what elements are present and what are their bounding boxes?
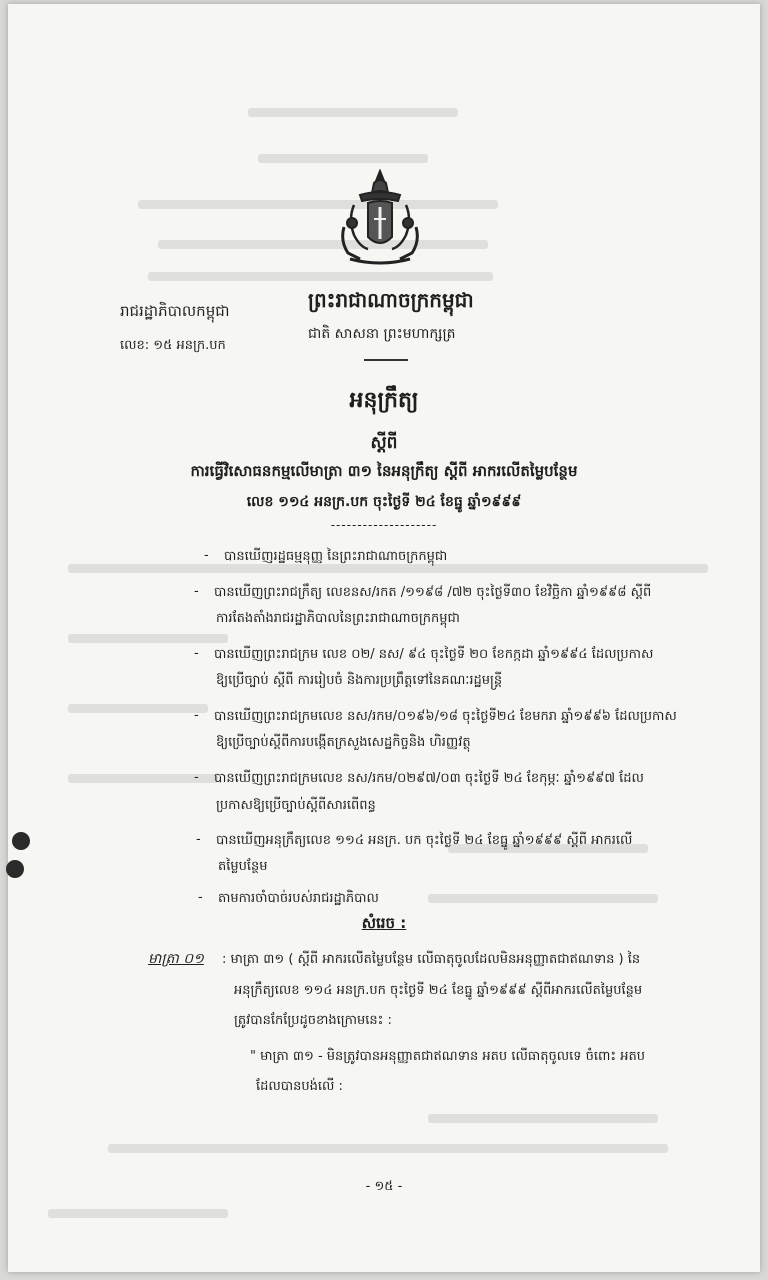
reference-item-6: បានឃើញអនុក្រឹត្យលេខ ១១៤ អនក្រ. បក ចុះថ្ងៃទី ២៤ ខែធ្នូ ឆ្នាំ១៩៩៩ ស្ដីពី អាករលើ xyxy=(216,833,633,848)
show-through-text xyxy=(138,200,498,209)
reference-item-5: បានឃើញព្រះរាជក្រមលេខ នស/រកម/០២៩៧/០៣ ចុះថ្ងៃទី ២៤ ខែកុម្ភៈ ឆ្នាំ១៩៩៧ ដែល xyxy=(214,771,644,786)
article-text-line-2: អនុក្រឹត្យលេខ ១១៤ អនក្រ.បក ចុះថ្ងៃទី ២៤ ខែធ្នូ ឆ្នាំ១៩៩៩ ស្ដីពីអាករលើតម្លៃបន្ថែម xyxy=(234,983,643,998)
document-subject: ការធ្វើវិសោធនកម្មលើមាត្រា ៣១ នៃអនុក្រឹត្យ ស្ដីពី អាករលើតម្លៃបន្ថែម xyxy=(190,462,578,480)
reference-item-4: បានឃើញព្រះរាជក្រមលេខ នស/រកម/០១៩៦/១៨ ចុះថ្ងៃទី២៤ ខែមករា ឆ្នាំ១៩៩៦ ដែលប្រកាស xyxy=(214,709,677,724)
reference-bullet: - xyxy=(204,548,209,563)
title-divider: -------------------- xyxy=(330,518,438,532)
reference-item-2: បានឃើញព្រះរាជក្រឹត្យ លេខនស/រកត /១១៩៨ /៧២ ចុះថ្ងៃទី៣០ ខែវិច្ឆិកា ឆ្នាំ១៩៩៨ ស្ដីពី xyxy=(214,585,652,600)
show-through-text xyxy=(48,1209,228,1218)
reference-bullet: - xyxy=(194,708,199,723)
page-number: - ១៥ - xyxy=(365,1179,403,1194)
document-number: លេខ: ១៥ អនក្រ.បក xyxy=(120,338,226,353)
kingdom-heading: ព្រះរាជាណាចក្រកម្ពុជា xyxy=(308,288,474,312)
reference-item-4-cont: ឱ្យប្រើច្បាប់ស្ដីពីការបង្កើតក្រសួងសេដ្ឋកិច្ចនិង ហិរញ្ញវត្ថុ xyxy=(216,735,471,750)
show-through-text xyxy=(258,154,428,163)
amended-article-line-2: ដែលបានបង់លើ : xyxy=(256,1079,343,1094)
reference-item-7: តាមការចាំបាច់របស់រាជរដ្ឋាភិបាល xyxy=(218,891,379,906)
reference-bullet: - xyxy=(194,584,199,599)
show-through-text xyxy=(248,108,458,117)
reference-bullet: - xyxy=(196,832,201,847)
show-through-text xyxy=(108,1144,668,1153)
show-through-text xyxy=(428,894,658,903)
reference-item-3: បានឃើញព្រះរាជក្រម លេខ ០២/ នស/ ៩៤ ចុះថ្ងៃទី ២០ ខែកក្កដា ឆ្នាំ១៩៩៤ ដែលប្រកាស xyxy=(214,647,654,662)
punch-hole xyxy=(6,860,24,878)
article-text-line-1: : មាត្រា ៣១ ( ស្ដីពី អាករលើតម្លៃបន្ថែម លើធាតុចូលដែលមិនអនុញ្ញាតជាឥណទាន ) នៃ xyxy=(222,952,641,967)
reference-bullet: - xyxy=(194,646,199,661)
article-text-line-3: ត្រូវបានកែប្រែដូចខាងក្រោមនេះ : xyxy=(234,1013,392,1028)
show-through-text xyxy=(68,704,208,713)
reference-item-3-cont: ឱ្យប្រើច្បាប់ ស្ដីពី ការរៀបចំ និងការប្រព្រឹត្តទៅនៃគណៈរដ្ឋមន្ត្រី xyxy=(216,673,503,688)
issuing-authority: រាជរដ្ឋាភិបាលកម្ពុជា xyxy=(120,302,230,320)
reference-bullet: - xyxy=(198,890,203,905)
reference-bullet: - xyxy=(194,770,199,785)
reference-item-2-cont: ការតែងតាំងរាជរដ្ឋាភិបាលនៃព្រះរាជាណាចក្រកម្ពុជា xyxy=(216,611,460,626)
reference-item-5-cont: ប្រកាសឱ្យប្រើច្បាប់ស្ដីពីសារពើពន្ធ xyxy=(216,798,376,813)
motto-divider xyxy=(364,359,408,361)
show-through-text xyxy=(68,634,228,643)
show-through-text xyxy=(428,1114,658,1123)
subject-reference: លេខ ១១៤ អនក្រ.បក ចុះថ្ងៃទី ២៤ ខែធ្នូ ឆ្នាំ១៩៩៩ xyxy=(246,494,522,510)
about-label: ស្ដីពី xyxy=(370,433,398,453)
royal-coat-of-arms-icon xyxy=(330,169,430,269)
article-label: មាត្រា ០១ xyxy=(148,951,204,967)
reference-item-1: បានឃើញរដ្ឋធម្មនុញ្ញ នៃព្រះរាជាណាចក្រកម្ពុជា xyxy=(224,549,448,564)
show-through-text xyxy=(158,240,488,249)
amended-article-line-1: " មាត្រា ៣១ - មិនត្រូវបានអនុញ្ញាតជាឥណទាន អតប លើធាតុចូលទេ ចំពោះ អតប xyxy=(250,1049,645,1064)
decision-heading: សំរេច : xyxy=(361,914,407,932)
document-page xyxy=(8,4,760,1272)
national-motto: ជាតិ សាសនា ព្រះមហាក្សត្រ xyxy=(308,326,456,342)
show-through-text xyxy=(148,272,493,281)
document-type-title: អនុក្រឹត្យ xyxy=(349,388,419,413)
punch-hole xyxy=(12,832,30,850)
reference-item-6-cont: តម្លៃបន្ថែម xyxy=(218,859,268,874)
